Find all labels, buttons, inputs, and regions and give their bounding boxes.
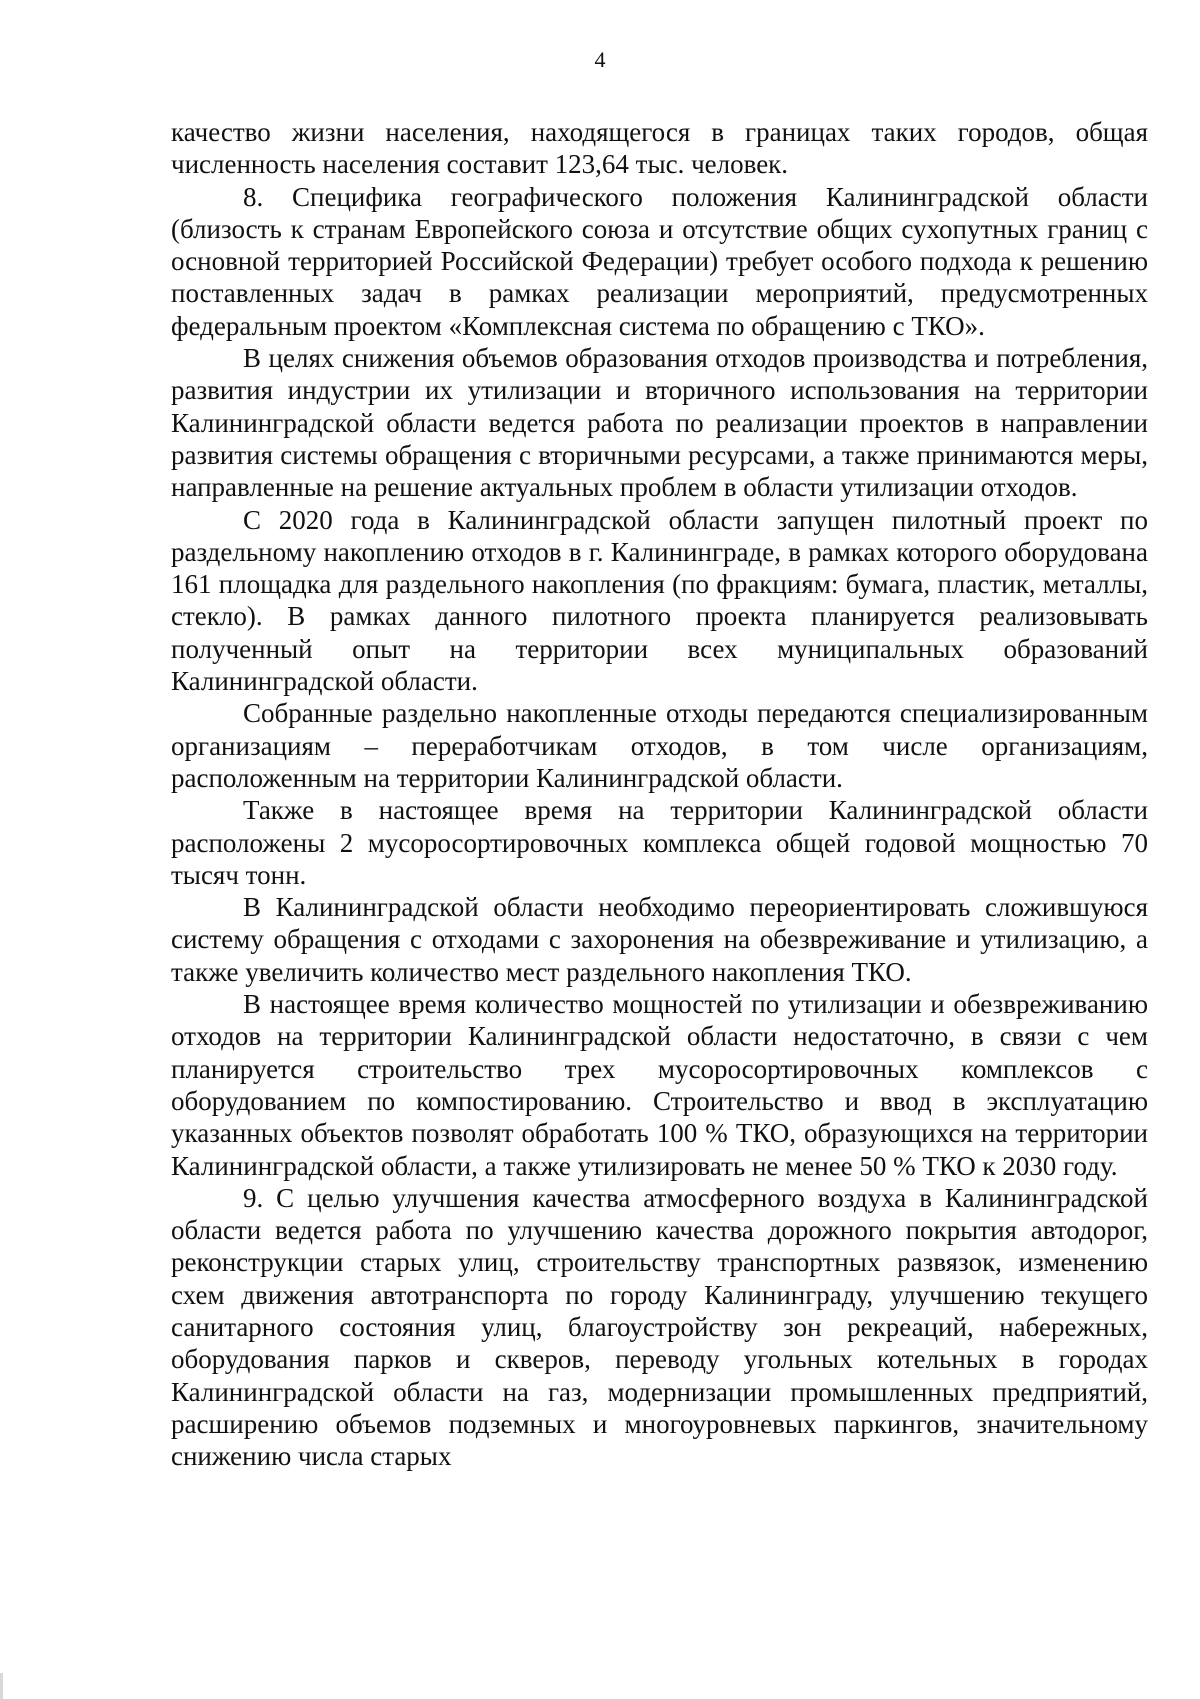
- paragraph-sorting-complexes: Также в настоящее время на территории Калининградской области расположены 2 мусоросортировочных комплекса общей годовой мощностью 70 тысяч тонн.: [171, 795, 1148, 890]
- document-body: [171, 116, 1148, 1472]
- paragraph-item-8: 8. Специфика географического положения Калининградской области (близость к странам Европейского союза и отсутствие общих сухопутных границ с основной территорией Российской Федерации) требует особого подхода к решению поставленных задач в рамках реализации мероприятий, предусмотренных федеральным проектом «Комплексная система по обращению с ТКО».: [171, 181, 1148, 341]
- paragraph-capacity: В настоящее время количество мощностей по утилизации и обезвреживанию отходов на территории Калининградской области недостаточно, в связи с чем планируется строительство трех мусоросортировочных комплексов с оборудованием по компостированию. Строительство и ввод в эксплуатацию указанных объектов позволят обработать 100 % ТКО, образующихся на территории Калининградской области, а также утилизировать не менее 50 % ТКО к 2030 году.: [171, 989, 1148, 1181]
- scan-edge-mark: [0, 1673, 3, 1699]
- paragraph-pilot-project: С 2020 года в Калининградской области запущен пилотный проект по раздельному накоплению отходов в г. Калининграде, в рамках которого оборудована 161 площадка для раздельного накопления (по фракциям: бумага, пластик, металлы, стекло). В рамках данного пилотного проекта планируется реализовывать полученный опыт на территории всех муниципальных образований Калининградской области.: [171, 504, 1148, 697]
- page-number: 4: [594, 47, 606, 72]
- paragraph-continuation: качество жизни населения, находящегося в границах таких городов, общая численность населения составит 123,64 тыс. человек.: [171, 117, 1148, 180]
- paragraph-reorientation: В Калининградской области необходимо переориентировать сложившуюся систему обращения с отходами с захоронения на обезвреживание и утилизацию, а также увеличить количество мест раздельного накопления ТКО.: [171, 892, 1148, 987]
- paragraph-collected-waste: Собранные раздельно накопленные отходы передаются специализированным организациям – переработчикам отходов, в том числе организациям, расположенным на территории Калининградской области.: [171, 698, 1148, 793]
- paragraph-item-9: 9. С целью улучшения качества атмосферного воздуха в Калининградской области ведется работа по улучшению качества дорожного покрытия автодорог, реконструкции старых улиц, строительству транспортных развязок, изменению схем движения автотранспорта по городу Калининграду, улучшению текущего санитарного состояния улиц, благоустройству зон рекреаций, набережных, оборудования парков и скверов, переводу угольных котельных в городах Калининградской области на газ, модернизации промышленных предприятий, расширению объемов подземных и многоуровневых паркингов, значительному снижению числа старых: [171, 1182, 1148, 1472]
- paragraph-waste-reduction: В целях снижения объемов образования отходов производства и потребления, развития индустрии их утилизации и вторичного использования на территории Калининградской области ведется работа по реализации проектов в направлении развития системы обращения с вторичными ресурсами, а также принимаются меры, направленные на решение актуальных проблем в области утилизации отходов.: [171, 343, 1148, 503]
